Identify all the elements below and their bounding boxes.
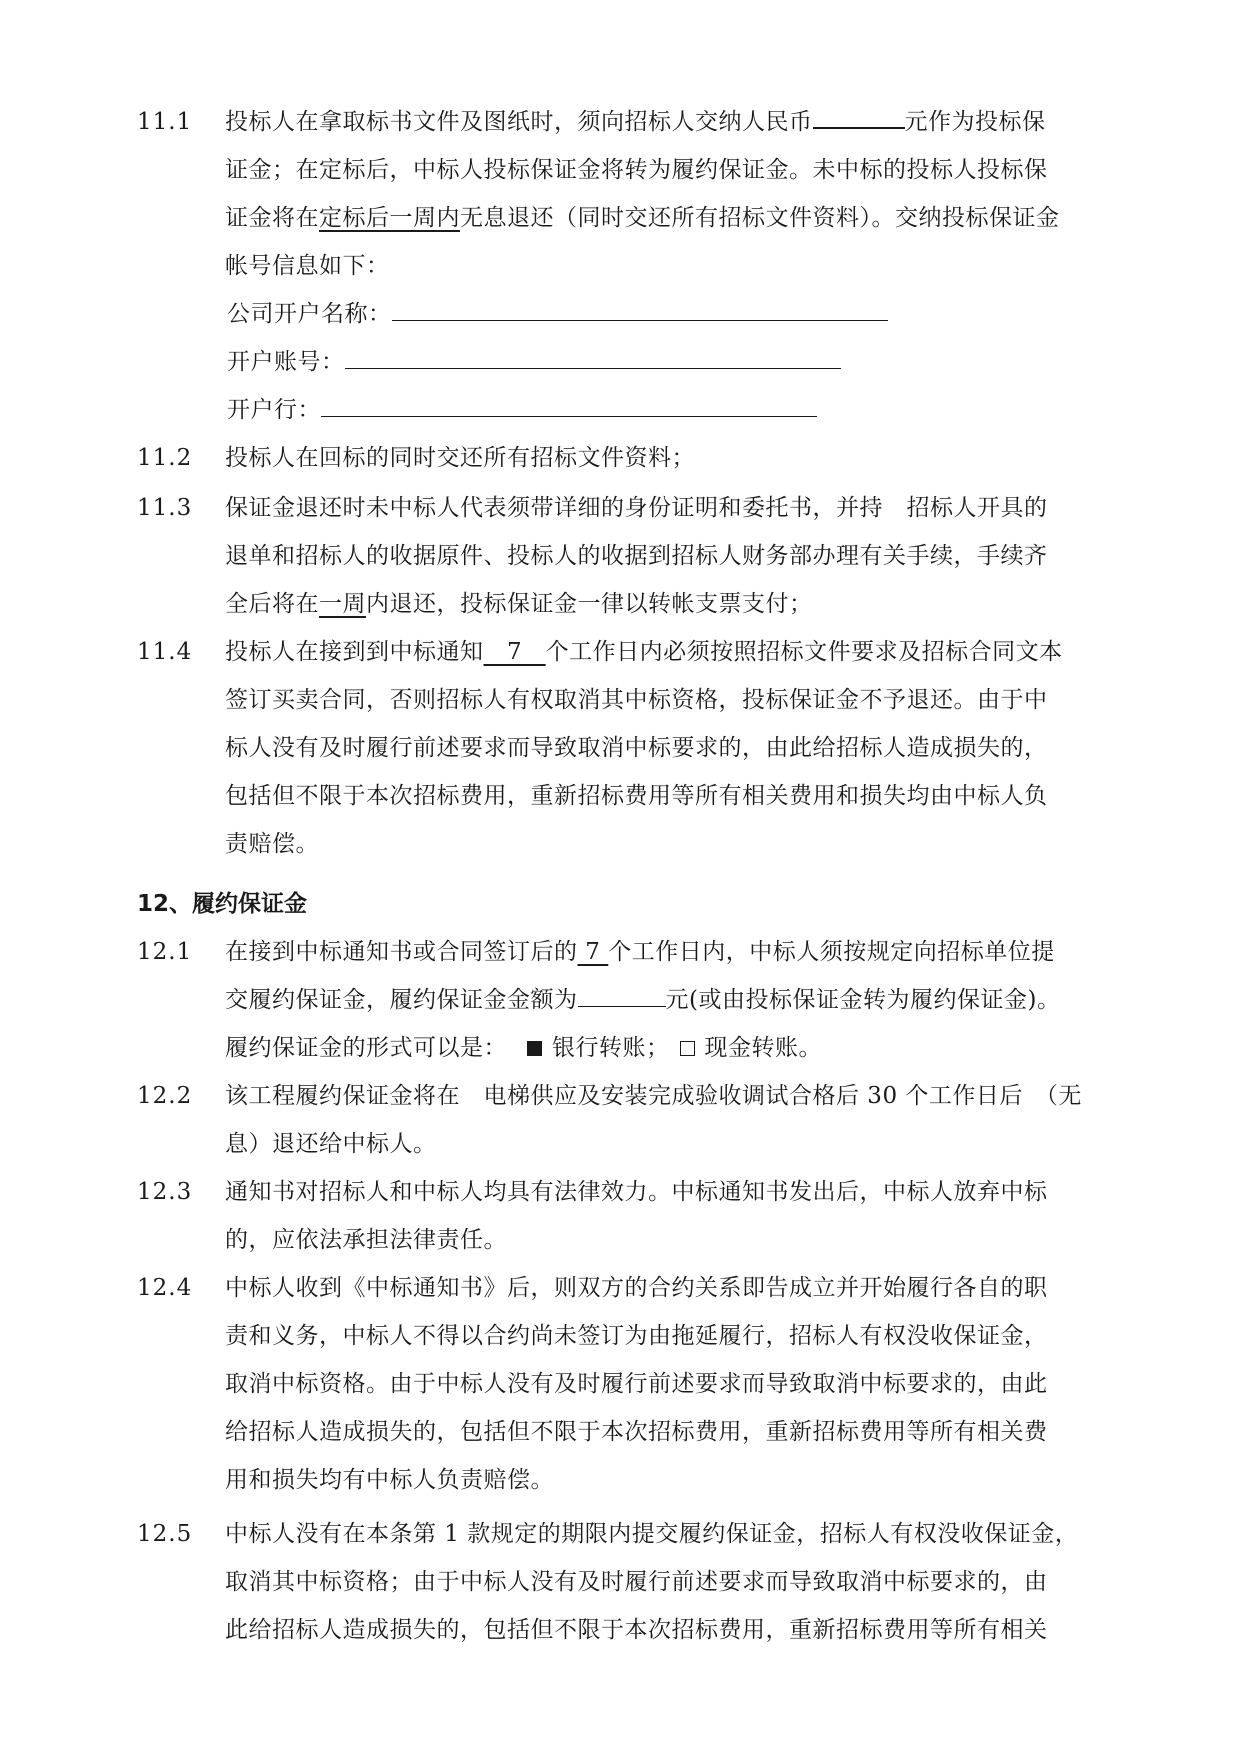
section-heading: 12、履约保证金 bbox=[137, 891, 308, 917]
clause-12-2 bbox=[137, 1072, 1117, 1168]
text: 在接到中标通知书或合同签订后的 bbox=[225, 939, 578, 965]
field-label: 公司开户名称： bbox=[227, 301, 392, 327]
clause-line: 取消中标资格。由于中标人没有及时履行前述要求而导致取消中标要求的，由此 bbox=[225, 1371, 1048, 1397]
clause-11-1 bbox=[137, 98, 1117, 434]
text: 元作为投标保 bbox=[904, 109, 1046, 135]
clause-line bbox=[225, 1024, 1117, 1072]
clause-number: 11.3 bbox=[137, 495, 193, 521]
clause-number: 12.2 bbox=[137, 1083, 193, 1109]
amount-blank bbox=[578, 980, 666, 1007]
clause-line: 退单和招标人的收据原件、投标人的收据到招标人财务部办理有关手续，手续齐 bbox=[225, 543, 1048, 569]
clause-line: 签订买卖合同，否则招标人有权取消其中标资格，投标保证金不予退还。由于中 bbox=[225, 687, 1048, 713]
clause-line: 中标人没有在本条第 1 款规定的期限内提交履约保证金，招标人有权没收保证金， bbox=[225, 1521, 1079, 1547]
text: 元(或由投标保证金转为履约保证金)。 bbox=[665, 987, 1061, 1013]
clause-body bbox=[225, 98, 1117, 434]
clause-line: 中标人收到《中标通知书》后，则双方的合约关系即告成立并开始履行各自的职 bbox=[225, 1275, 1048, 1301]
clause-line: 证金；在定标后，中标人投标保证金将转为履约保证金。未中标的投标人投标保 bbox=[225, 157, 1048, 183]
underlined-text: 定标后一周内 bbox=[319, 205, 460, 231]
field-label: 开户行： bbox=[227, 397, 321, 423]
clause-line: 取消其中标资格；由于中标人没有及时履行前述要求而导致取消中标要求的，由 bbox=[225, 1569, 1048, 1595]
text: 全后将在 bbox=[225, 591, 319, 617]
clause-12-1 bbox=[137, 928, 1117, 1072]
clause-line: 通知书对招标人和中标人均具有法律效力。中标通知书发出后，中标人放弃中标 bbox=[225, 1179, 1048, 1205]
clause-number: 12.5 bbox=[137, 1521, 193, 1547]
account-number-blank bbox=[345, 342, 841, 369]
clause-line bbox=[225, 580, 1117, 628]
account-number-field bbox=[225, 338, 1117, 386]
clause-number: 11.1 bbox=[137, 109, 193, 135]
account-name-field bbox=[225, 290, 1117, 338]
underlined-text: 7 bbox=[577, 939, 609, 965]
clause-line: 责和义务，中标人不得以合约尚未签订为由拖延履行，招标人有权没收保证金， bbox=[225, 1323, 1048, 1349]
clause-12-4 bbox=[137, 1264, 1117, 1504]
clause-body bbox=[225, 484, 1117, 628]
clause-body bbox=[225, 1168, 1117, 1264]
text: 投标人在拿取标书文件及图纸时，须向招标人交纳人民币 bbox=[225, 109, 813, 135]
account-name-blank bbox=[392, 294, 888, 321]
text: 交履约保证金，履约保证金金额为 bbox=[225, 987, 578, 1013]
text: 内退还，投标保证金一律以转帐支票支付； bbox=[366, 591, 813, 617]
text: 投标人在接到到中标通知 bbox=[225, 639, 484, 665]
clause-number: 12.4 bbox=[137, 1275, 193, 1301]
bank-blank bbox=[321, 390, 817, 417]
clause-line: 帐号信息如下： bbox=[225, 253, 390, 279]
clause-number: 12.3 bbox=[137, 1179, 193, 1205]
clause-body bbox=[225, 1510, 1117, 1654]
clause-line: 投标人在回标的同时交还所有招标文件资料； bbox=[225, 445, 695, 471]
underlined-text: 一周 bbox=[319, 591, 366, 617]
bank-field bbox=[225, 386, 1117, 434]
clause-line: 此给招标人造成损失的，包括但不限于本次招标费用，重新招标费用等所有相关 bbox=[225, 1617, 1048, 1643]
option-label: 银行转账； bbox=[552, 1035, 670, 1061]
clause-line bbox=[225, 928, 1117, 976]
checked-box-icon bbox=[527, 1041, 542, 1056]
clause-body bbox=[225, 928, 1117, 1072]
clause-number: 12.1 bbox=[137, 939, 193, 965]
clause-line bbox=[225, 194, 1117, 242]
amount-blank bbox=[813, 101, 905, 129]
text: 证金将在 bbox=[225, 205, 319, 231]
clause-12-5 bbox=[137, 1510, 1117, 1654]
clause-number: 11.2 bbox=[137, 445, 193, 471]
text: 履约保证金的形式可以是： bbox=[225, 1035, 507, 1061]
clause-line bbox=[225, 976, 1117, 1024]
unchecked-box-icon bbox=[680, 1041, 695, 1056]
clause-line: 保证金退还时未中标人代表须带详细的身份证明和委托书，并持 招标人开具的 bbox=[225, 495, 1048, 521]
text: 个工作日内必须按照招标文件要求及招标合同文本 bbox=[545, 639, 1063, 665]
clause-body bbox=[225, 1264, 1117, 1504]
underlined-text: 7 bbox=[483, 639, 546, 665]
clause-line bbox=[225, 98, 1117, 146]
clause-line bbox=[225, 628, 1117, 676]
clause-12-3 bbox=[137, 1168, 1117, 1264]
clause-line: 的，应依法承担法律责任。 bbox=[225, 1227, 507, 1253]
clause-line: 该工程履约保证金将在 电梯供应及安装完成验收调试合格后 30 个工作日后 （无 bbox=[225, 1083, 1082, 1109]
clause-body bbox=[225, 628, 1117, 868]
clause-11-2 bbox=[137, 434, 1117, 482]
field-label: 开户账号： bbox=[227, 349, 345, 375]
clause-line: 标人没有及时履行前述要求而导致取消中标要求的，由此给招标人造成损失的， bbox=[225, 735, 1048, 761]
clause-line: 责赔偿。 bbox=[225, 831, 319, 857]
clause-number: 11.4 bbox=[137, 639, 193, 665]
text: 无息退还（同时交还所有招标文件资料）。交纳投标保证金 bbox=[460, 205, 1060, 231]
clause-11-4 bbox=[137, 628, 1117, 868]
clause-11-3 bbox=[137, 484, 1117, 628]
text: 个工作日内，中标人须按规定向招标单位提 bbox=[608, 939, 1055, 965]
clause-line: 给招标人造成损失的，包括但不限于本次招标费用，重新招标费用等所有相关费 bbox=[225, 1419, 1048, 1445]
option-label: 现金转账。 bbox=[704, 1035, 822, 1061]
clause-line: 用和损失均有中标人负责赔偿。 bbox=[225, 1467, 554, 1493]
clause-line: 包括但不限于本次招标费用，重新招标费用等所有相关费用和损失均由中标人负 bbox=[225, 783, 1048, 809]
clause-body bbox=[225, 434, 1117, 482]
clause-body bbox=[225, 1072, 1117, 1168]
clause-line: 息）退还给中标人。 bbox=[225, 1131, 437, 1157]
